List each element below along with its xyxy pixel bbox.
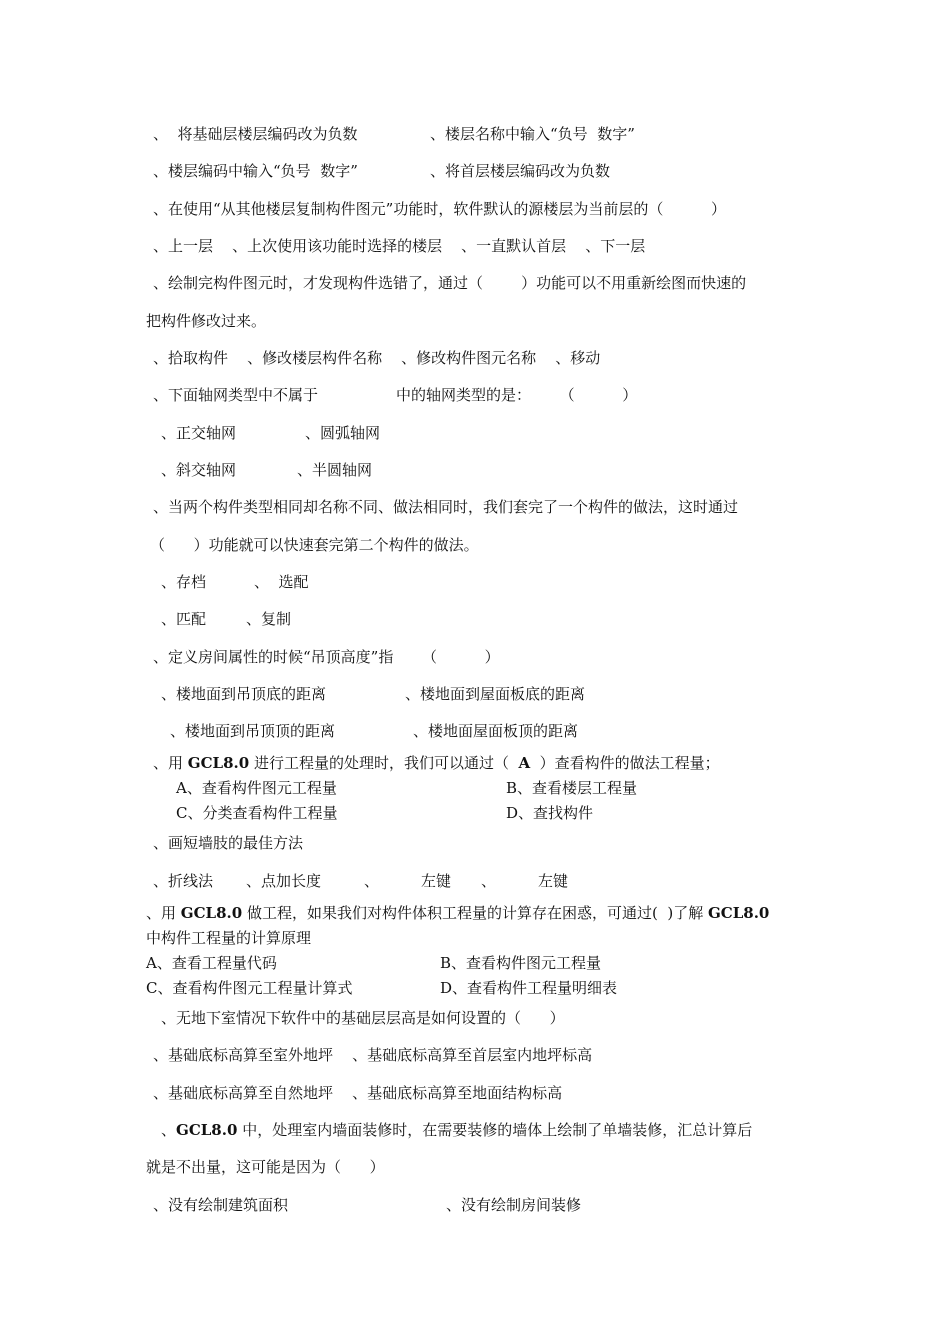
question-text: 、在使用“从其他楼层复制构件图元”功能时，软件默认的源楼层为当前层的（ ） [153,200,727,218]
q-option-b: 、楼层名称中输入“负号 数字” [430,125,635,143]
question-options: 、上一层 、上次使用该功能时选择的楼层 、一直默认首层 、下一层 [153,237,646,255]
q-option-d: 、将首层楼层编码改为负数 [430,162,611,180]
q-option-d: D、查看构件工程量明细表 [440,979,618,997]
q-option-a: A、查看工程量代码 [146,954,277,972]
question-text [153,753,720,773]
q-option-a: 、 将基础层楼层编码改为负数 [153,125,358,143]
question-text: 、定义房间属性的时候“吊顶高度”指 （ ） [153,648,500,666]
q-option-b: 、没有绘制房间装修 [446,1196,582,1214]
question-text [161,1120,752,1140]
software-name: GCL8.0 [707,904,770,922]
question-text: 、画短墙肢的最佳方法 [153,834,304,852]
q-option-b: B、查看构件图元工程量 [440,954,602,972]
q-option-c: 、斜交轴网 [161,461,237,479]
q-option-d-text: 左键 [538,872,569,890]
text-run: 、用 [153,754,188,772]
q-option-b: 、圆弧轴网 [305,424,381,442]
q-option-d: 、复制 [246,610,292,628]
q-option-b: B、查看楼层工程量 [506,779,638,797]
q-option-c: 、楼地面到吊顶顶的距离 [170,722,336,740]
software-name: GCL8.0 [176,1121,238,1139]
text-run: 做工程，如果我们对构件体积工程量的计算存在困惑，可通过( )了解 [242,904,708,922]
question-options: 、基础底标高算至自然地坪 、基础底标高算至地面结构标高 [153,1084,563,1102]
text-run: ）查看构件的做法工程量； [530,754,720,772]
q-option-d: D、查找构件 [506,804,594,822]
q-option-c: 、 [364,872,380,890]
q-option-d: 、半圆轴网 [297,461,373,479]
q-option-a: 、楼地面到吊顶底的距离 [161,685,327,703]
q-option-c-text: 左键 [421,872,452,890]
question-text-cont: 中的轴网类型的是： （ ） [396,386,638,404]
question-options: 、拾取构件 、修改楼层构件名称 、修改构件图元名称 、移动 [153,349,601,367]
q-option-c: 、匹配 [161,610,207,628]
question-text: 、下面轴网类型中不属于 [153,386,319,404]
question-options: 、基础底标高算至室外地坪 、基础底标高算至首层室内地坪标高 [153,1046,593,1064]
q-option-c: C、分类查看构件工程量 [176,804,338,822]
question-text-cont: 就是不出量，这可能是因为（ ） [146,1158,385,1176]
q-option-a: 、没有绘制建筑面积 [153,1196,289,1214]
question-text: 、当两个构件类型相同却名称不同、做法相同时，我们套完了一个构件的做法，这时通过 [153,498,739,516]
question-text [146,903,769,923]
software-name: GCL8.0 [180,904,243,922]
text-run: 、用 [146,904,181,922]
answer-mark: A [518,754,531,772]
q-option-a: 、折线法 [153,872,214,890]
text-run: 中，处理室内墙面装修时，在需要装修的墙体上绘制了单墙装修，汇总计算后 [237,1121,753,1139]
question-text: 、绘制完构件图元时，才发现构件选错了，通过（ ）功能可以不用重新绘图而快速的 [153,274,747,292]
q-option-a: 、存档 [161,573,207,591]
text-run: 、 [161,1121,177,1139]
question-text-cont: （ ）功能就可以快速套完第二个构件的做法。 [150,536,479,554]
question-text-cont: 把构件修改过来。 [146,312,267,330]
q-option-b: 、点加长度 [246,872,322,890]
q-option-d: 、楼地面屋面板顶的距离 [413,722,579,740]
q-option-b: 、 选配 [254,573,309,591]
q-option-a: A、查看构件图元工程量 [176,779,337,797]
q-option-d: 、 [481,872,497,890]
question-text-cont: 中构件工程量的计算原理 [146,929,312,947]
q-option-b: 、楼地面到屋面板底的距离 [405,685,586,703]
question-text: 、无地下室情况下软件中的基础层层高是如何设置的（ ） [161,1009,565,1027]
q-option-c: 、楼层编码中输入“负号 数字” [153,162,358,180]
software-name: GCL8.0 [187,754,250,772]
q-option-a: 、正交轴网 [161,424,237,442]
q-option-c: C、查看构件图元工程量计算式 [146,979,353,997]
text-run: 进行工程量的处理时，我们可以通过（ [249,754,519,772]
